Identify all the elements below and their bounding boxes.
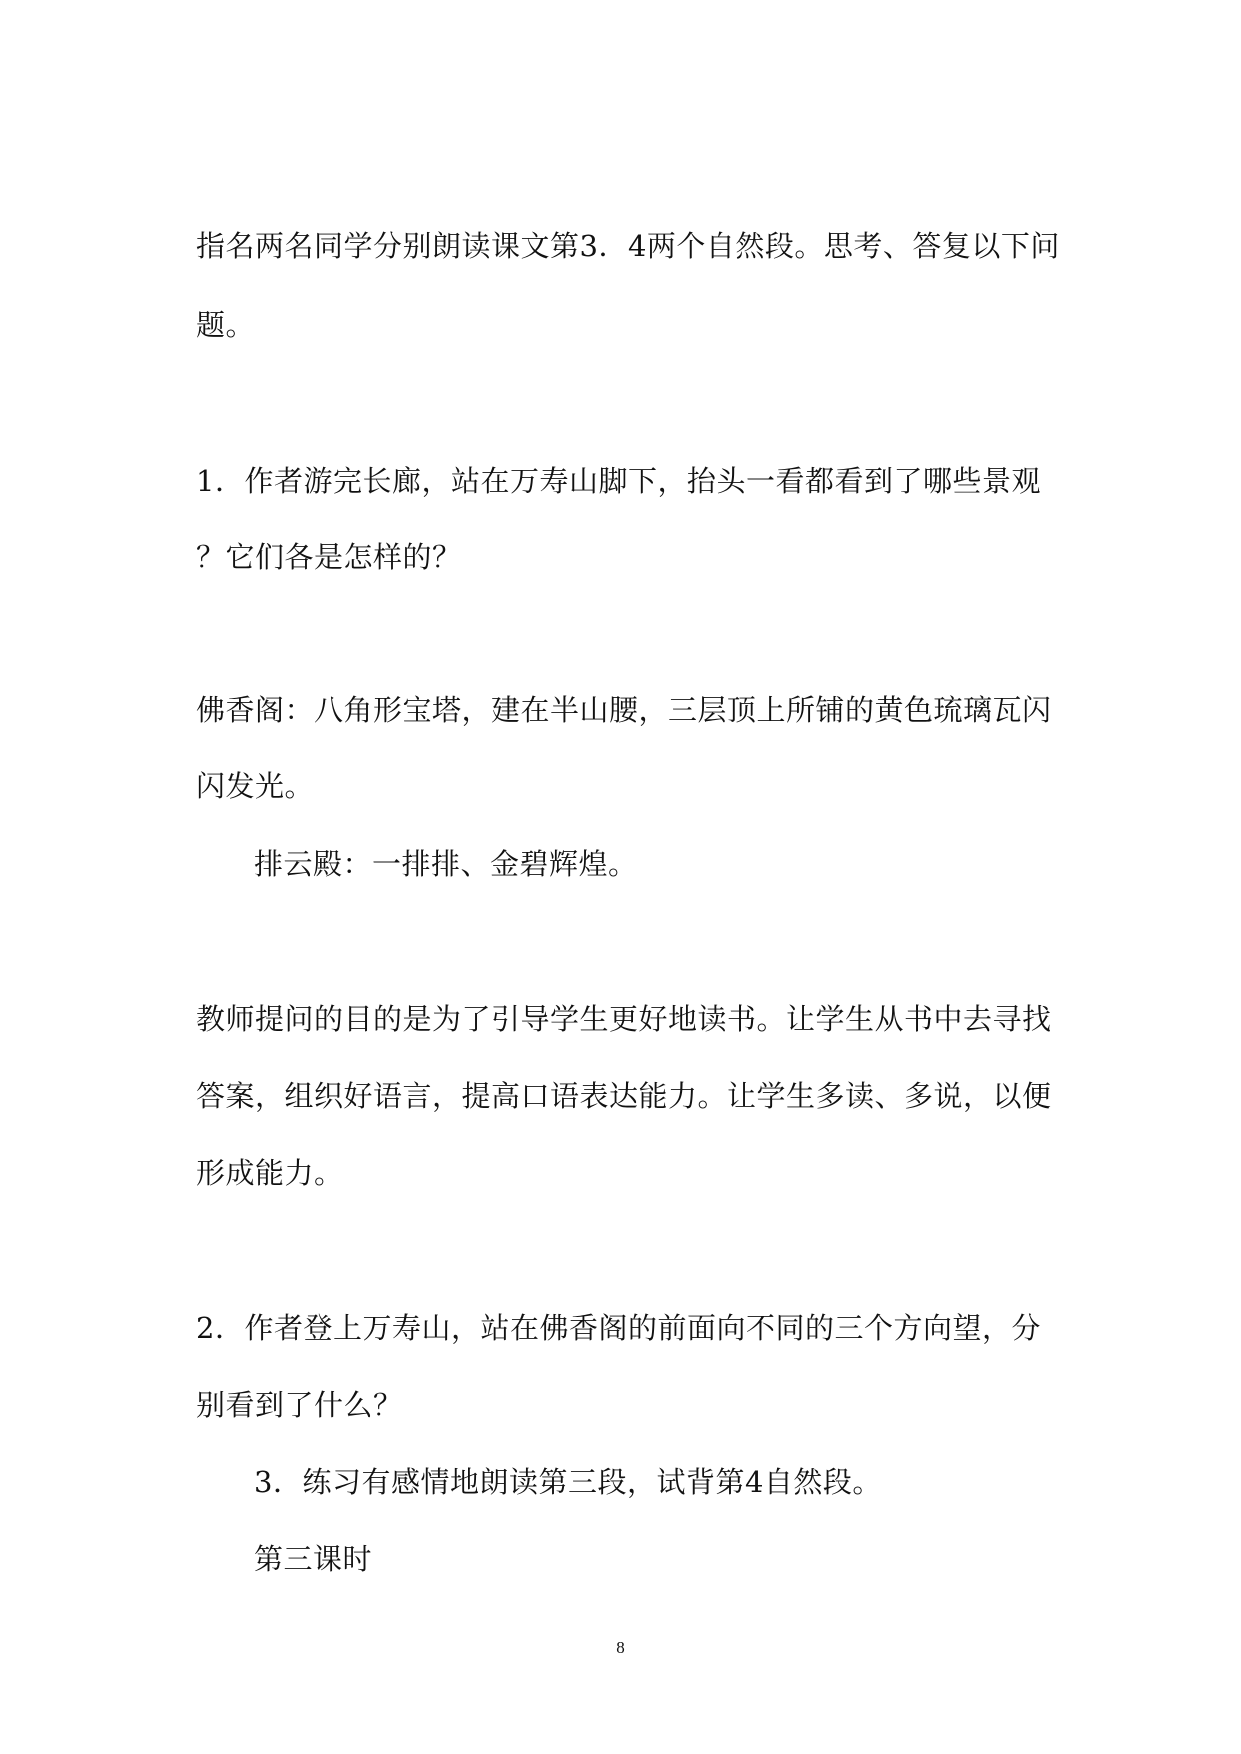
question-1-line: 1．作者游完长廊，站在万寿山脚下，抬头一看都看到了哪些景观: [196, 464, 1041, 498]
question-3-line: 3．练习有感情地朗读第三段，试背第4自然段。: [254, 1465, 882, 1499]
question-2-line: 2．作者登上万寿山，站在佛香阁的前面向不同的三个方向望，分: [196, 1311, 1041, 1345]
answer-line: 佛香阁：八角形宝塔，建在半山腰，三层顶上所铺的黄色琉璃瓦闪: [196, 693, 1052, 727]
paragraph-line: 指名两名同学分别朗读课文第3．4两个自然段。思考、答复以下问: [196, 229, 1060, 263]
page-number: 8: [616, 1638, 625, 1657]
question-2-line: 别看到了什么？: [196, 1388, 403, 1422]
section-heading: 第三课时: [254, 1542, 373, 1576]
teaching-note-line: 答案，组织好语言，提高口语表达能力。让学生多读、多说，以便: [196, 1079, 1052, 1113]
question-1-line: ？它们各是怎样的？: [196, 540, 462, 574]
answer-line: 闪发光。: [196, 769, 315, 803]
paragraph-line: 题。: [196, 308, 256, 342]
teaching-note-line: 形成能力。: [196, 1156, 344, 1190]
teaching-note-line: 教师提问的目的是为了引导学生更好地读书。让学生从书中去寻找: [196, 1002, 1052, 1036]
answer-line: 排云殿：一排排、金碧辉煌。: [254, 847, 638, 881]
